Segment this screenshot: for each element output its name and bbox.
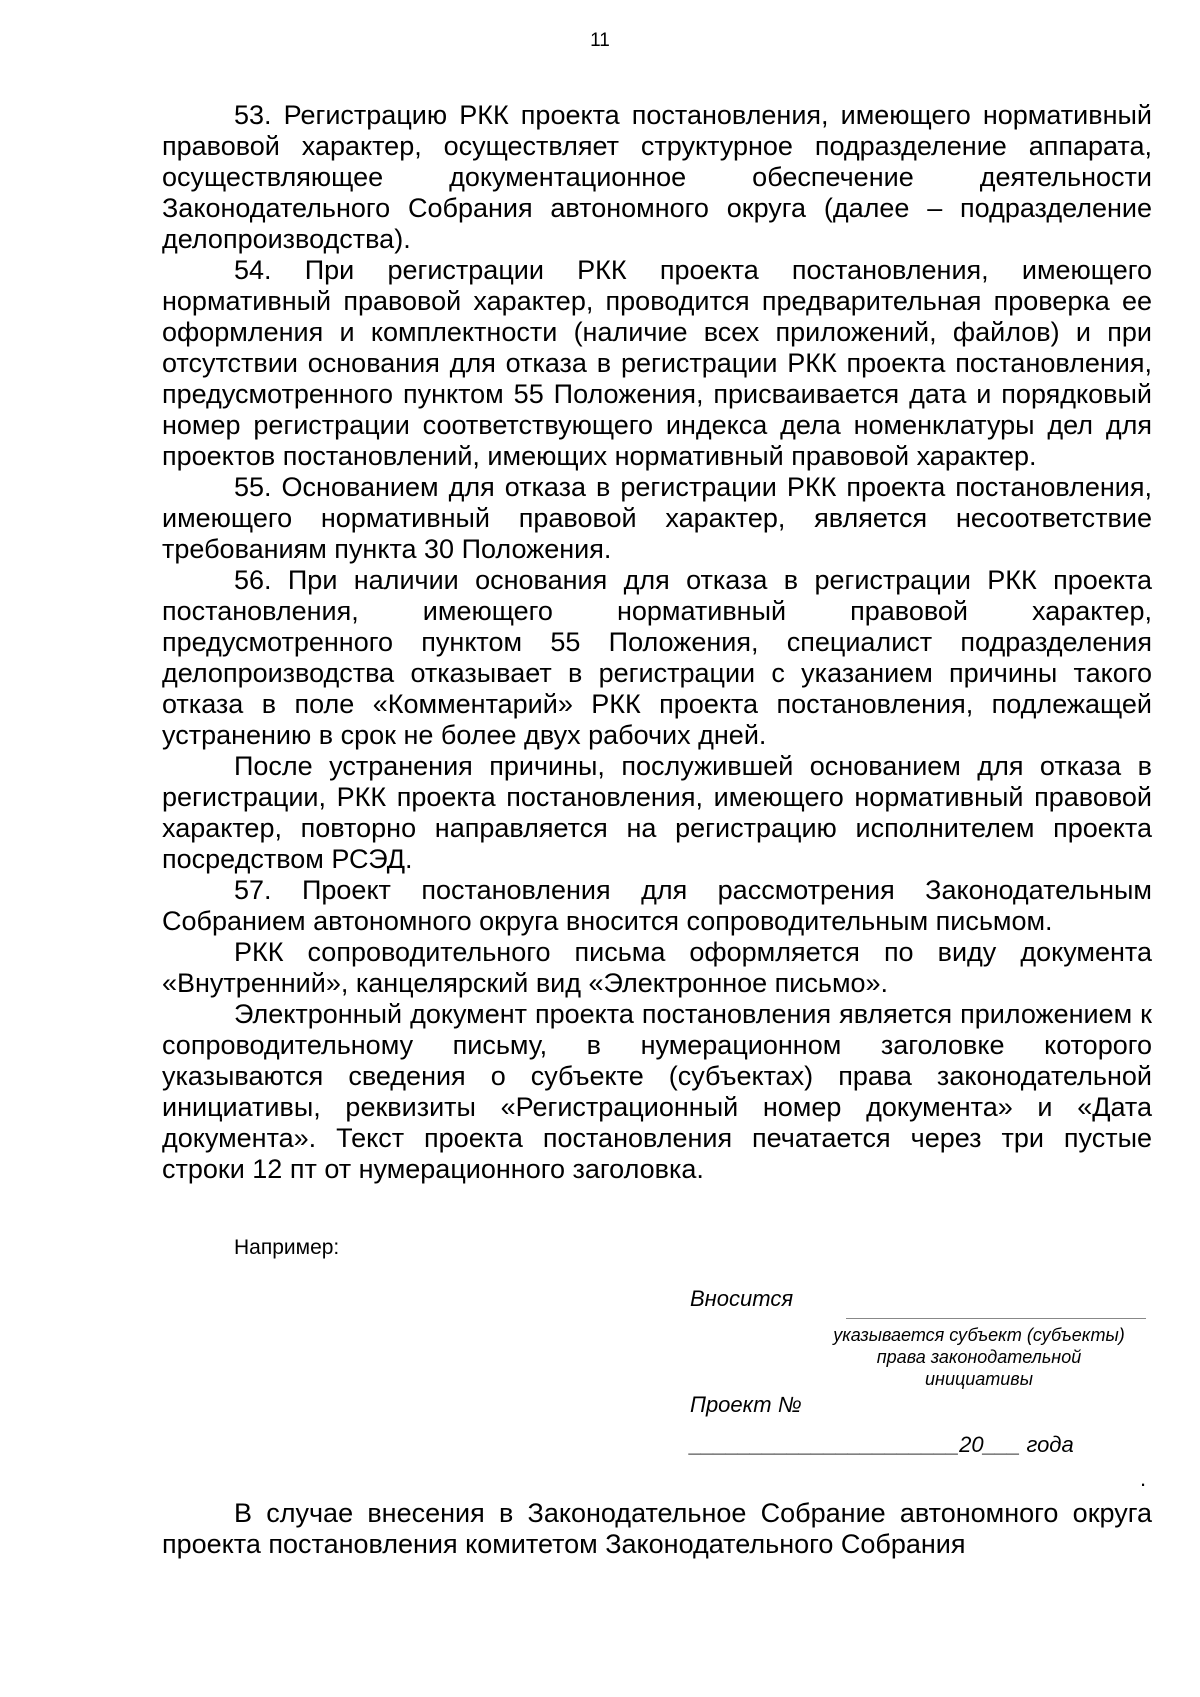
paragraph-57-electronic-doc: Электронный документ проекта постановления является приложением к сопроводительному письму, в нумерационном заголовке которого указываются сведения о субъекте (субъектах) права законодательной инициативы, реквизиты «Регистрационный номер документа» и «Дата документа». Текст проекта постановления печатается через три пустые строки 12 пт от нумерационного заголовка.	[162, 999, 1152, 1184]
date-line: ______________________20___ года	[690, 1432, 1074, 1457]
document-body	[162, 100, 1152, 1185]
paragraph-55: 55. Основанием для отказа в регистрации РКК проекта постановления, имеющего нормативный правовой характер, является несоответствие требованиям пункта 30 Положения.	[162, 472, 1152, 564]
subject-line	[846, 1318, 1146, 1319]
example-label: Например:	[234, 1236, 340, 1259]
paragraph-56: 56. При наличии основания для отказа в регистрации РКК проекта постановления, имеющего нормативный правовой характер, предусмотренного пунктом 55 Положения, специалист подразделения делопроизводства отказывает в регистрации с указанием причины такого отказа в поле «Комментарий» РКК проекта постановления, подлежащей устранению в срок не более двух рабочих дней.	[162, 565, 1152, 750]
tail-paragraph	[162, 1498, 1152, 1560]
paragraph-57: 57. Проект постановления для рассмотрения Законодательным Собранием автономного округа вносится сопроводительным письмом.	[162, 875, 1152, 936]
vnositsya-label: Вносится	[690, 1286, 794, 1311]
project-number-label: Проект №	[690, 1392, 802, 1417]
paragraph-54: 54. При регистрации РКК проекта постановления, имеющего нормативный правовой характер, проводится предварительная проверка ее оформления и комплектности (наличие всех приложений, файлов) и при отсутствии основания для отказа в регистрации РКК проекта постановления, предусмотренного пунктом 55 Положения, присваивается дата и порядковый номер регистрации соответствующего индекса дела номенклатуры дел для проектов постановлений, имеющих нормативный правовой характер.	[162, 255, 1152, 471]
tail-paragraph-text: В случае внесения в Законодательное Собрание автономного округа проекта постановления комитетом Законодательного Собрания	[162, 1498, 1152, 1559]
paragraph-56-continuation: После устранения причины, послужившей основанием для отказа в регистрации, РКК проекта постановления, имеющего нормативный правовой характер, повторно направляется на регистрацию исполнителем проекта посредством РСЭД.	[162, 751, 1152, 874]
trailing-dot: .	[1140, 1466, 1147, 1491]
paragraph-57-rkk: РКК сопроводительного письма оформляется по виду документа «Внутренний», канцелярский вид «Электронное письмо».	[162, 937, 1152, 998]
paragraph-53: 53. Регистрацию РКК проекта постановления, имеющего нормативный правовой характер, осуществляет структурное подразделение аппарата, осуществляющее документационное обеспечение деятельности Законодательного Собрания автономного округа (далее – подразделение делопроизводства).	[162, 100, 1152, 254]
page-number: 11	[590, 30, 610, 51]
subject-hint: указывается субъект (субъекты) права законодательной инициативы	[833, 1325, 1125, 1389]
